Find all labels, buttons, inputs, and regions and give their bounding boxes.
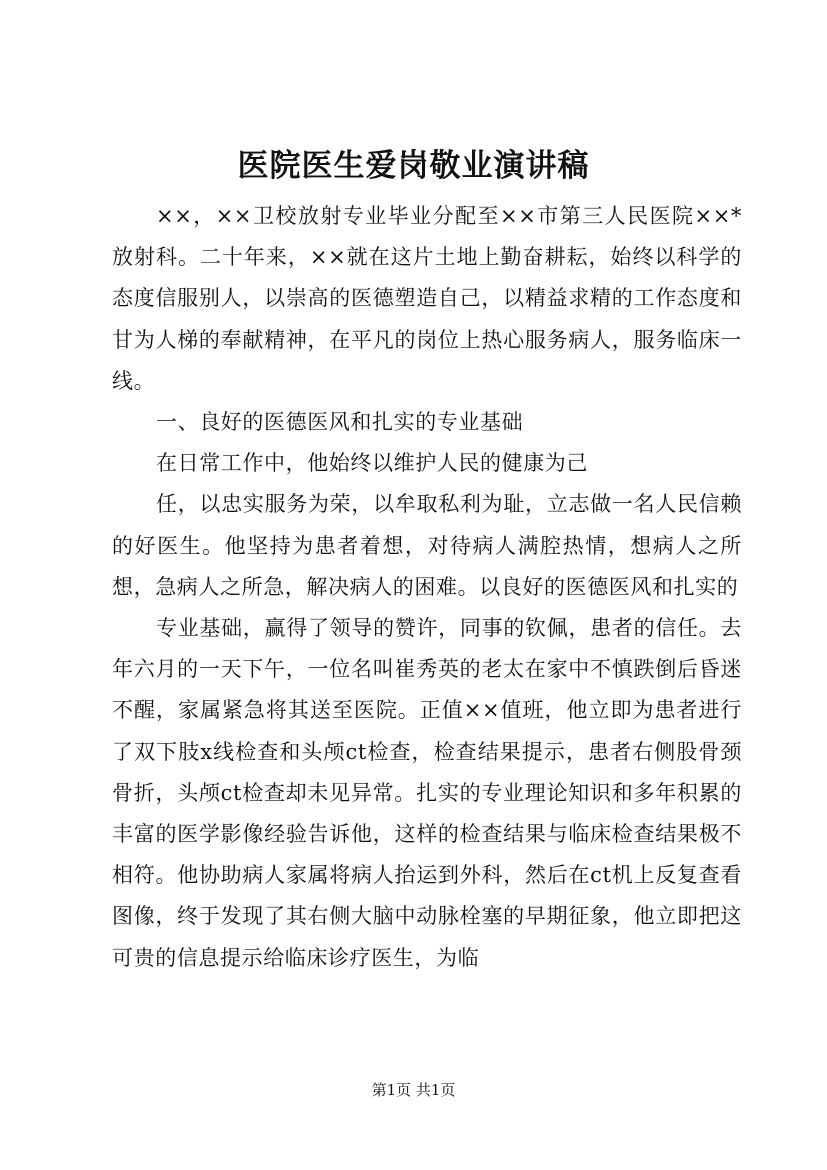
- paragraph-case-story: 专业基础，赢得了领导的赞许，同事的钦佩，患者的信任。去年六月的一天下午，一位名叫崔秀英的老太在家中不慎跌倒后昏迷不醒，家属紧急将其送至医院。正值××值班，他立即为患者进行了双下肢x线检查和头颅ct检查，检查结果提示，患者右侧股骨颈骨折，头颅ct检查却未见异常。扎实的专业理论知识和多年积累的丰富的医学影像经验告诉他，这样的检查结果与临床检查结果极不相符。他协助病人家属将病人抬运到外科，然后在ct机上反复查看图像，终于发现了其右侧大脑中动脉栓塞的早期征象，他立即把这可贵的信息提示给临床诊疗医生，为临: [112, 616, 742, 970]
- document-body: [112, 196, 742, 979]
- section-heading-1: 一、良好的医德医风和扎实的专业基础: [156, 410, 524, 435]
- document-title: 医院医生爱岗敬业演讲稿: [237, 148, 590, 184]
- page-footer: 第1页 共1页: [371, 1081, 456, 1099]
- paragraph-daily-work: 在日常工作中，他始终以维护人民的健康为己: [156, 451, 588, 476]
- paragraph-intro: ××，××卫校放射专业毕业分配至××市第三人民医院××*放射科。二十年来，××就在这片土地上勤奋耕耘，始终以科学的态度信服别人，以崇高的医德塑造自己，以精益求精的工作态度和甘为人梯的奉献精神，在平凡的岗位上热心服务病人，服务临床一线。: [112, 204, 742, 393]
- paragraph-duty: 任，以忠实服务为荣，以牟取私利为耻，立志做一名人民信赖的好医生。他坚持为患者着想，对待病人满腔热情，想病人之所想，急病人之所急，解决病人的困难。以良好的医德医风和扎实的: [112, 492, 742, 599]
